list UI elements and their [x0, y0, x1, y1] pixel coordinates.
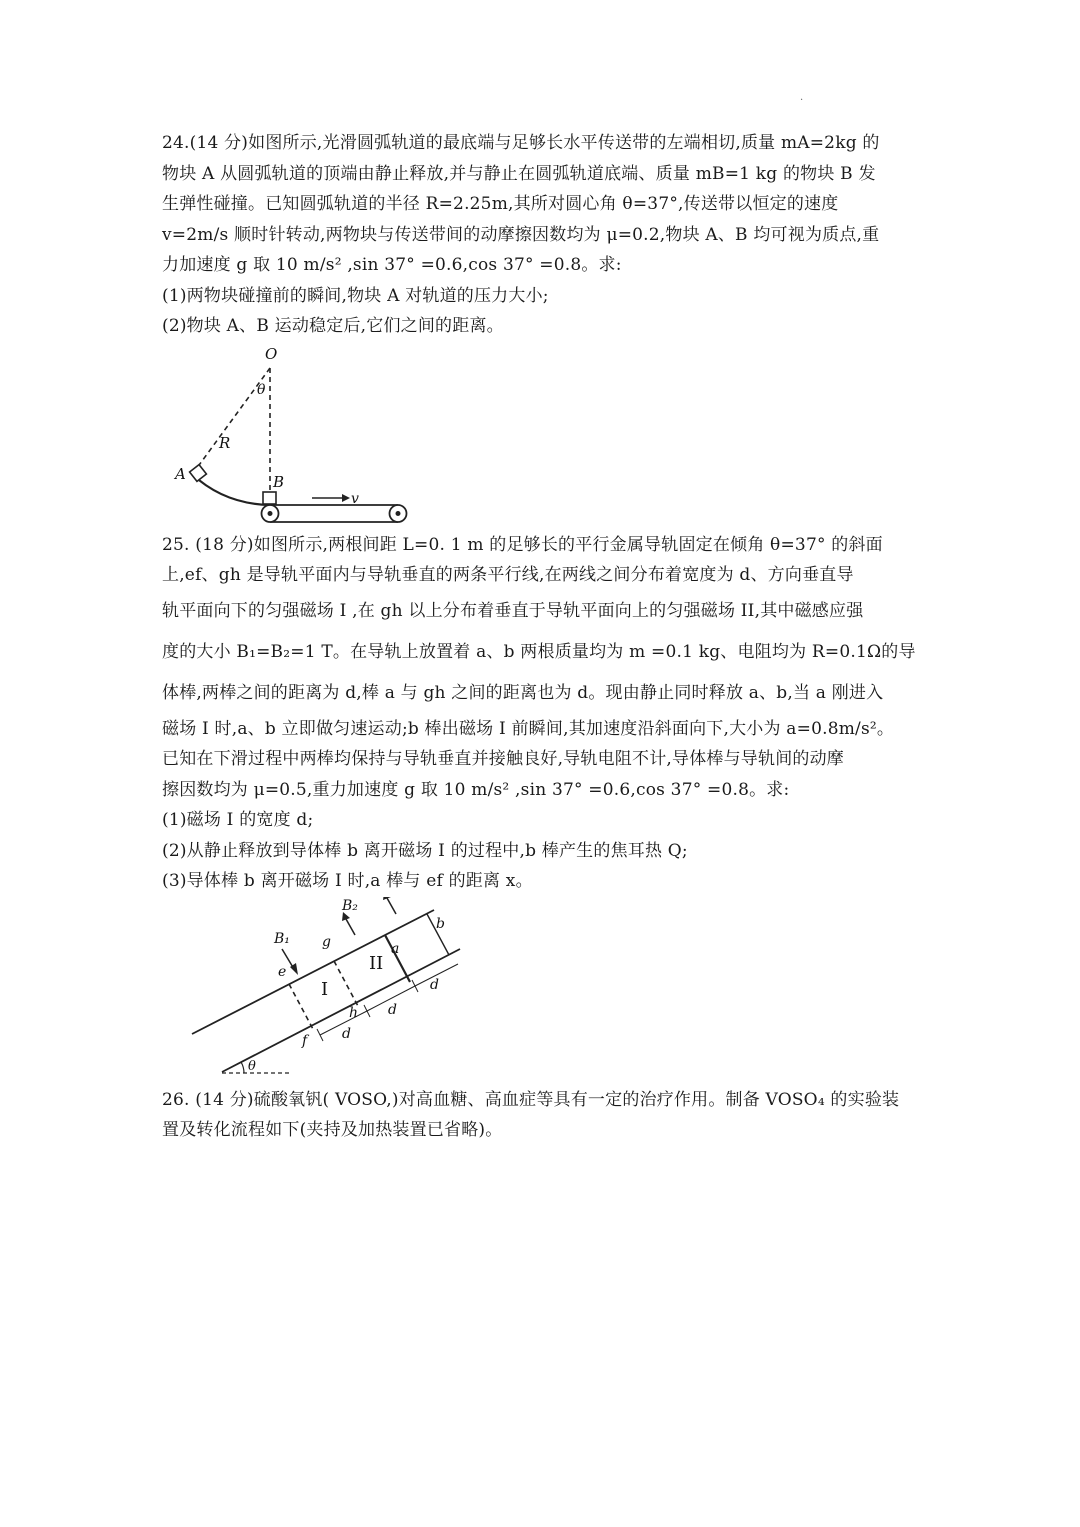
- b2-arrow-right-head: [383, 897, 391, 900]
- label-B1: B₁: [274, 930, 290, 947]
- text-line: 25. (18 分)如图所示,两根间距 L=0. 1 m 的足够长的平行金属导轨固定在倾角 θ=37° 的斜面: [162, 534, 883, 555]
- text-line: 已知在下滑过程中两棒均保持与导轨垂直并接触良好,导轨电阻不计,导体棒与导轨间的动摩: [162, 749, 845, 769]
- label-R: R: [219, 433, 231, 452]
- line-gh: [334, 961, 359, 1008]
- label-e: e: [278, 963, 287, 980]
- text-line: 轨平面向下的匀强磁场 I ,在 gh 以上分布着垂直于导轨平面向上的匀强磁场 II,其中磁感应强: [162, 600, 864, 621]
- b2-arrow-left: [346, 919, 355, 935]
- rail-upper: [192, 910, 434, 1034]
- label-g: g: [322, 933, 331, 950]
- line-ef: [289, 984, 314, 1031]
- figure-arc-conveyor: [162, 342, 922, 530]
- block-A: [190, 464, 207, 481]
- label-region-I: I: [321, 978, 329, 1000]
- b2-arrow-right: [387, 898, 396, 914]
- label-theta-incline: θ: [248, 1058, 256, 1074]
- text-line: (2)物块 A、B 运动稳定后,它们之间的距离。: [162, 316, 504, 336]
- text-line: 生弹性碰撞。已知圆弧轨道的半径 R=2.25m,其所对圆心角 θ=37°,传送带以恒定的速度: [162, 194, 839, 214]
- text-line: 置及转化流程如下(夹持及加热装置已省略)。: [162, 1120, 503, 1140]
- text-line: 26. (14 分)硫酸氧钒( VOSO,)对高血糖、高血症等具有一定的治疗作用。制备 VOSO₄ 的实验装: [162, 1089, 900, 1110]
- arc-track: [192, 474, 270, 505]
- dim-tick-1: [317, 1029, 323, 1041]
- block-B: [263, 492, 276, 504]
- label-B: B: [273, 472, 285, 491]
- label-theta: θ: [257, 381, 266, 398]
- text-line: (1)两物块碰撞前的瞬间,物块 A 对轨道的压力大小;: [162, 285, 549, 306]
- label-a: a: [391, 940, 400, 957]
- text-line: 度的大小 B₁=B₂=1 T。在导轨上放置着 a、b 两根质量均为 m =0.1 kg、电阻均为 R=0.1Ω的导: [162, 641, 916, 662]
- text-line: 力加速度 g 取 10 m/s² ,sin 37° =0.6,cos 37° =0.8。求:: [162, 255, 622, 275]
- text-line: 体棒,两棒之间的距离为 d,棒 a 与 gh 之间的距离也为 d。现由静止同时释放 a、b,当 a 刚进入: [162, 682, 884, 703]
- dim-tick-2: [364, 1005, 370, 1017]
- velocity-arrow-head: [342, 494, 350, 502]
- figure-inclined-rails: [162, 897, 922, 1085]
- text-line: (1)磁场 I 的宽度 d;: [162, 810, 314, 830]
- text-line: 磁场 I 时,a、b 立即做匀速运动;b 棒出磁场 I 前瞬间,其加速度沿斜面向下,大小为 a=0.8m/s²。: [162, 718, 895, 739]
- rail-lower: [222, 949, 460, 1072]
- label-v: v: [351, 490, 359, 507]
- document-body: [162, 128, 922, 1146]
- label-d-high: d: [430, 976, 439, 993]
- label-f: f: [302, 1032, 308, 1049]
- question-24-text: [162, 128, 922, 342]
- text-line: 上,ef、gh 是导轨平面内与导轨垂直的两条平行线,在两线之间分布着宽度为 d、方向垂直导: [162, 565, 854, 585]
- label-A: A: [175, 464, 186, 483]
- page-mark: .: [800, 92, 804, 103]
- angle-arc: [241, 1062, 244, 1073]
- label-b: b: [436, 915, 445, 932]
- text-line: (2)从静止释放到导体棒 b 离开磁场 I 的过程中,b 棒产生的焦耳热 Q;: [162, 840, 688, 861]
- label-O: O: [265, 344, 278, 363]
- label-d-mid: d: [388, 1001, 397, 1018]
- text-line: (3)导体棒 b 离开磁场 I 时,a 棒与 ef 的距离 x。: [162, 871, 533, 891]
- text-line: 擦因数均为 μ=0.5,重力加速度 g 取 10 m/s² ,sin 37° =0.6,cos 37° =0.8。求:: [162, 779, 790, 800]
- dim-tick-3: [412, 980, 418, 992]
- text-line: 物块 A 从圆弧轨道的顶端由静止释放,并与静止在圆弧轨道底端、质量 mB=1 kg 的物块 B 发: [162, 163, 876, 184]
- label-region-II: II: [369, 952, 384, 974]
- right-roller-axle: [396, 511, 401, 516]
- label-B2: B₂: [342, 897, 358, 914]
- label-d-low: d: [342, 1025, 351, 1042]
- label-h: h: [349, 1004, 359, 1021]
- question-25-text: [162, 530, 922, 897]
- text-line: 24.(14 分)如图所示,光滑圆弧轨道的最底端与足够长水平传送带的左端相切,质量 mA=2kg 的: [162, 133, 880, 153]
- text-line: v=2m/s 顺时针转动,两物块与传送带间的动摩擦因数均为 μ=0.2,物块 A、B 均可视为质点,重: [162, 224, 880, 245]
- left-roller-axle: [268, 511, 273, 516]
- question-26-text: [162, 1085, 922, 1146]
